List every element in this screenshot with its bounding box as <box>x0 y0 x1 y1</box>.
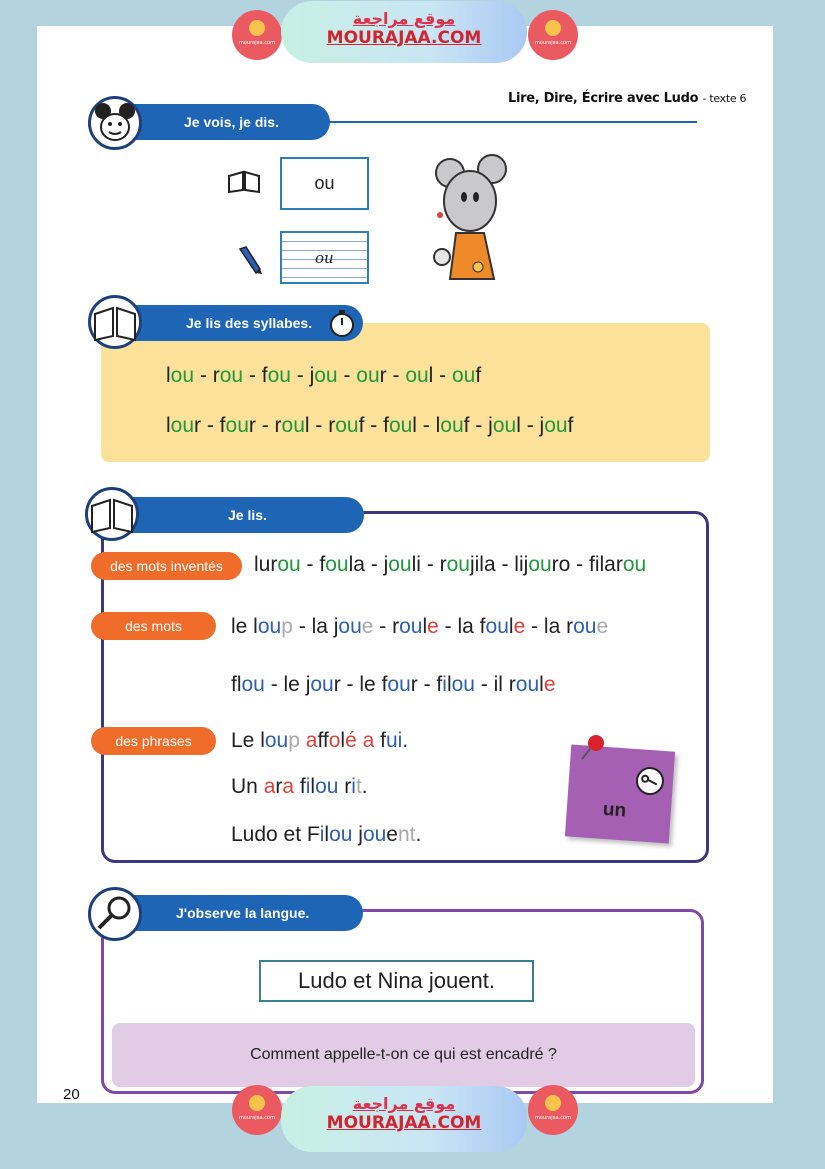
text-segment: ou <box>277 553 301 576</box>
text-segment: l - l <box>412 414 441 437</box>
question-box: Comment appelle-t-on ce qui est encadré ? <box>112 1023 695 1087</box>
text-segment: ou <box>170 414 195 437</box>
text-segment: p <box>288 729 300 752</box>
text-segment: ou <box>264 729 289 752</box>
text-segment: ou <box>225 414 249 437</box>
text-segment: - le j <box>264 673 311 696</box>
text-segment: la - j <box>348 553 389 576</box>
key-icon <box>634 765 666 801</box>
text-segment: a <box>305 729 318 752</box>
stopwatch-icon <box>327 308 357 342</box>
text-segment: ou <box>338 615 362 638</box>
text-segment: - r <box>373 615 400 638</box>
text-segment: - <box>194 364 213 387</box>
text-segment: ff <box>317 729 329 752</box>
text-segment: f <box>374 729 386 752</box>
syllables-box <box>101 323 710 462</box>
text-segment: - f <box>243 364 268 387</box>
text-segment: li - r <box>411 553 447 576</box>
section-heading-je-lis: Je lis. <box>116 497 364 533</box>
text-segment: Le l <box>231 729 265 752</box>
text-segment: e <box>596 615 609 638</box>
pencil-icon <box>236 245 264 279</box>
text-segment: - j <box>290 364 315 387</box>
sentence-2 <box>231 775 368 799</box>
text-segment: ou <box>492 414 517 437</box>
text-segment: ou <box>388 553 412 576</box>
text-segment: o <box>328 729 341 752</box>
text-segment: Ludo et F <box>231 823 320 846</box>
text-segment: l <box>166 414 171 437</box>
note-word: un <box>602 798 627 822</box>
text-segment: r <box>275 775 283 798</box>
watermark-banner-top[interactable] <box>281 1 527 63</box>
text-segment: i <box>442 673 447 696</box>
open-book-icon-2 <box>85 487 139 541</box>
text-segment: l <box>324 823 330 846</box>
text-segment: ou <box>485 615 509 638</box>
framed-sentence: Ludo et Nina jouent. <box>259 960 534 1002</box>
text-segment: ou <box>528 553 552 576</box>
text-segment: ou <box>452 364 476 387</box>
site-logo-bottom-left: mourajaa.com <box>232 1085 282 1135</box>
text-segment: ou <box>241 673 265 696</box>
pushpin-icon <box>578 733 608 767</box>
label-phrases: des phrases <box>91 727 216 755</box>
watermark-banner-bottom[interactable] <box>281 1086 527 1152</box>
text-segment: - la f <box>438 615 486 638</box>
site-logo-bottom-right: mourajaa.com <box>528 1085 578 1135</box>
text-segment: ou <box>267 364 291 387</box>
syllables-line-1 <box>166 364 481 388</box>
text-segment: r <box>212 364 220 387</box>
text-segment: ou <box>405 364 429 387</box>
text-segment: - la r <box>525 615 574 638</box>
text-segment: ou <box>362 823 387 846</box>
text-segment: ou <box>314 364 338 387</box>
text-segment: e <box>513 615 526 638</box>
text-segment: ou <box>573 615 597 638</box>
text-segment: ro - filar <box>551 553 623 576</box>
text-segment: l - r <box>304 414 336 437</box>
text-segment: l <box>340 729 346 752</box>
text-segment: f - j <box>463 414 493 437</box>
text-segment: . <box>415 823 422 846</box>
text-segment: ou <box>440 414 464 437</box>
text-segment: a <box>263 775 276 798</box>
text-segment: ou <box>325 553 349 576</box>
text-segment: l <box>166 364 171 387</box>
text-segment: r <box>338 775 352 798</box>
watermark-site: MOURAJAA.COM <box>326 28 482 48</box>
page-number: 20 <box>63 1086 80 1103</box>
text-segment: r - f <box>194 414 226 437</box>
text-segment: ou <box>388 414 413 437</box>
text-segment: r - le f <box>333 673 388 696</box>
text-segment: e <box>427 615 439 638</box>
text-segment: - la j <box>292 615 339 638</box>
text-segment: a <box>282 775 295 798</box>
invented-words-line <box>254 553 646 577</box>
watermark-arabic-bottom: موقع مراجعة <box>352 1094 456 1113</box>
section-heading-je-lis-syllabes: Je lis des syllabes. <box>118 305 363 341</box>
text-segment: fl <box>231 673 242 696</box>
text-segment: i <box>351 775 356 798</box>
worksheet-title: Lire, Dire, Écrire avec Ludo - texte 6 <box>508 91 747 106</box>
text-segment: jila - lij <box>469 553 529 576</box>
text-segment: ou <box>170 364 195 387</box>
text-segment: ou <box>281 414 305 437</box>
text-segment: e <box>386 823 398 846</box>
text-segment: ou <box>257 615 282 638</box>
site-logo-left: mourajaa.com <box>232 10 282 60</box>
watermark-site-bottom: MOURAJAA.COM <box>326 1113 482 1133</box>
text-segment: f <box>294 775 306 798</box>
text-segment: f <box>475 364 482 387</box>
text-segment: ou <box>451 673 475 696</box>
syllables-line-2 <box>166 414 573 438</box>
text-segment: - f <box>300 553 326 576</box>
text-segment: e <box>543 673 556 696</box>
words-line-2 <box>231 673 556 697</box>
text-segment: e <box>361 615 374 638</box>
text-segment: ou <box>515 673 540 696</box>
text-segment: l <box>508 615 514 638</box>
text-segment: ou <box>446 553 470 576</box>
text-segment: ou <box>387 673 411 696</box>
ludo-mouse-illustration <box>432 153 512 289</box>
text-segment: ou <box>356 364 380 387</box>
label-mots: des mots <box>91 612 216 640</box>
text-segment: l - <box>428 364 452 387</box>
text-segment: ui <box>385 729 403 752</box>
label-mots-inventes: des mots inventés <box>91 552 242 580</box>
section-heading-je-vois: Je vois, je dis. <box>118 104 330 140</box>
text-segment: ou <box>315 775 339 798</box>
text-segment: é <box>345 729 357 752</box>
text-segment: lur <box>254 553 278 576</box>
text-segment: nt <box>397 823 416 846</box>
text-segment: p <box>281 615 293 638</box>
text-segment: t <box>355 775 362 798</box>
sentence-1 <box>231 729 408 753</box>
text-segment: r <box>379 364 387 387</box>
cursive-sound-card <box>280 231 369 284</box>
text-segment: - <box>386 364 406 387</box>
text-segment: ou <box>622 553 647 576</box>
text-segment: ou <box>544 414 568 437</box>
text-segment: l <box>539 673 544 696</box>
text-segment: . <box>361 775 368 798</box>
text-segment: l <box>422 615 428 638</box>
sentence-3 <box>231 823 421 847</box>
section-heading-observe: J'observe la langue. <box>118 895 363 931</box>
words-line-1 <box>231 615 608 639</box>
text-segment: ou <box>329 823 353 846</box>
header-rule <box>320 121 697 123</box>
open-book-icon <box>88 295 142 349</box>
text-segment: le l <box>231 615 258 638</box>
text-segment: j <box>352 823 363 846</box>
text-segment: . <box>402 729 409 752</box>
site-logo-right: mourajaa.com <box>528 10 578 60</box>
text-segment: r - r <box>248 414 282 437</box>
text-segment: f - f <box>358 414 389 437</box>
text-segment: l - j <box>516 414 545 437</box>
cursive-sound-text: ou <box>315 249 334 267</box>
magnifier-icon <box>88 887 142 941</box>
text-segment: ou <box>219 364 244 387</box>
text-segment: ou <box>399 615 423 638</box>
text-segment: l <box>446 673 452 696</box>
text-segment: f <box>567 414 574 437</box>
mouse-face-icon <box>88 96 142 150</box>
text-segment: - il r <box>474 673 516 696</box>
book-icon <box>227 170 261 198</box>
watermark-arabic: موقع مراجعة <box>352 9 456 28</box>
print-sound-card: ou <box>280 157 369 210</box>
text-segment: - <box>337 364 357 387</box>
text-segment: a <box>362 729 375 752</box>
text-segment: i <box>305 775 311 798</box>
text-segment: l <box>310 775 316 798</box>
text-segment: ou <box>335 414 359 437</box>
text-segment: Un <box>231 775 264 798</box>
text-segment: ou <box>310 673 334 696</box>
text-segment: r - f <box>410 673 443 696</box>
text-segment: i <box>319 823 325 846</box>
